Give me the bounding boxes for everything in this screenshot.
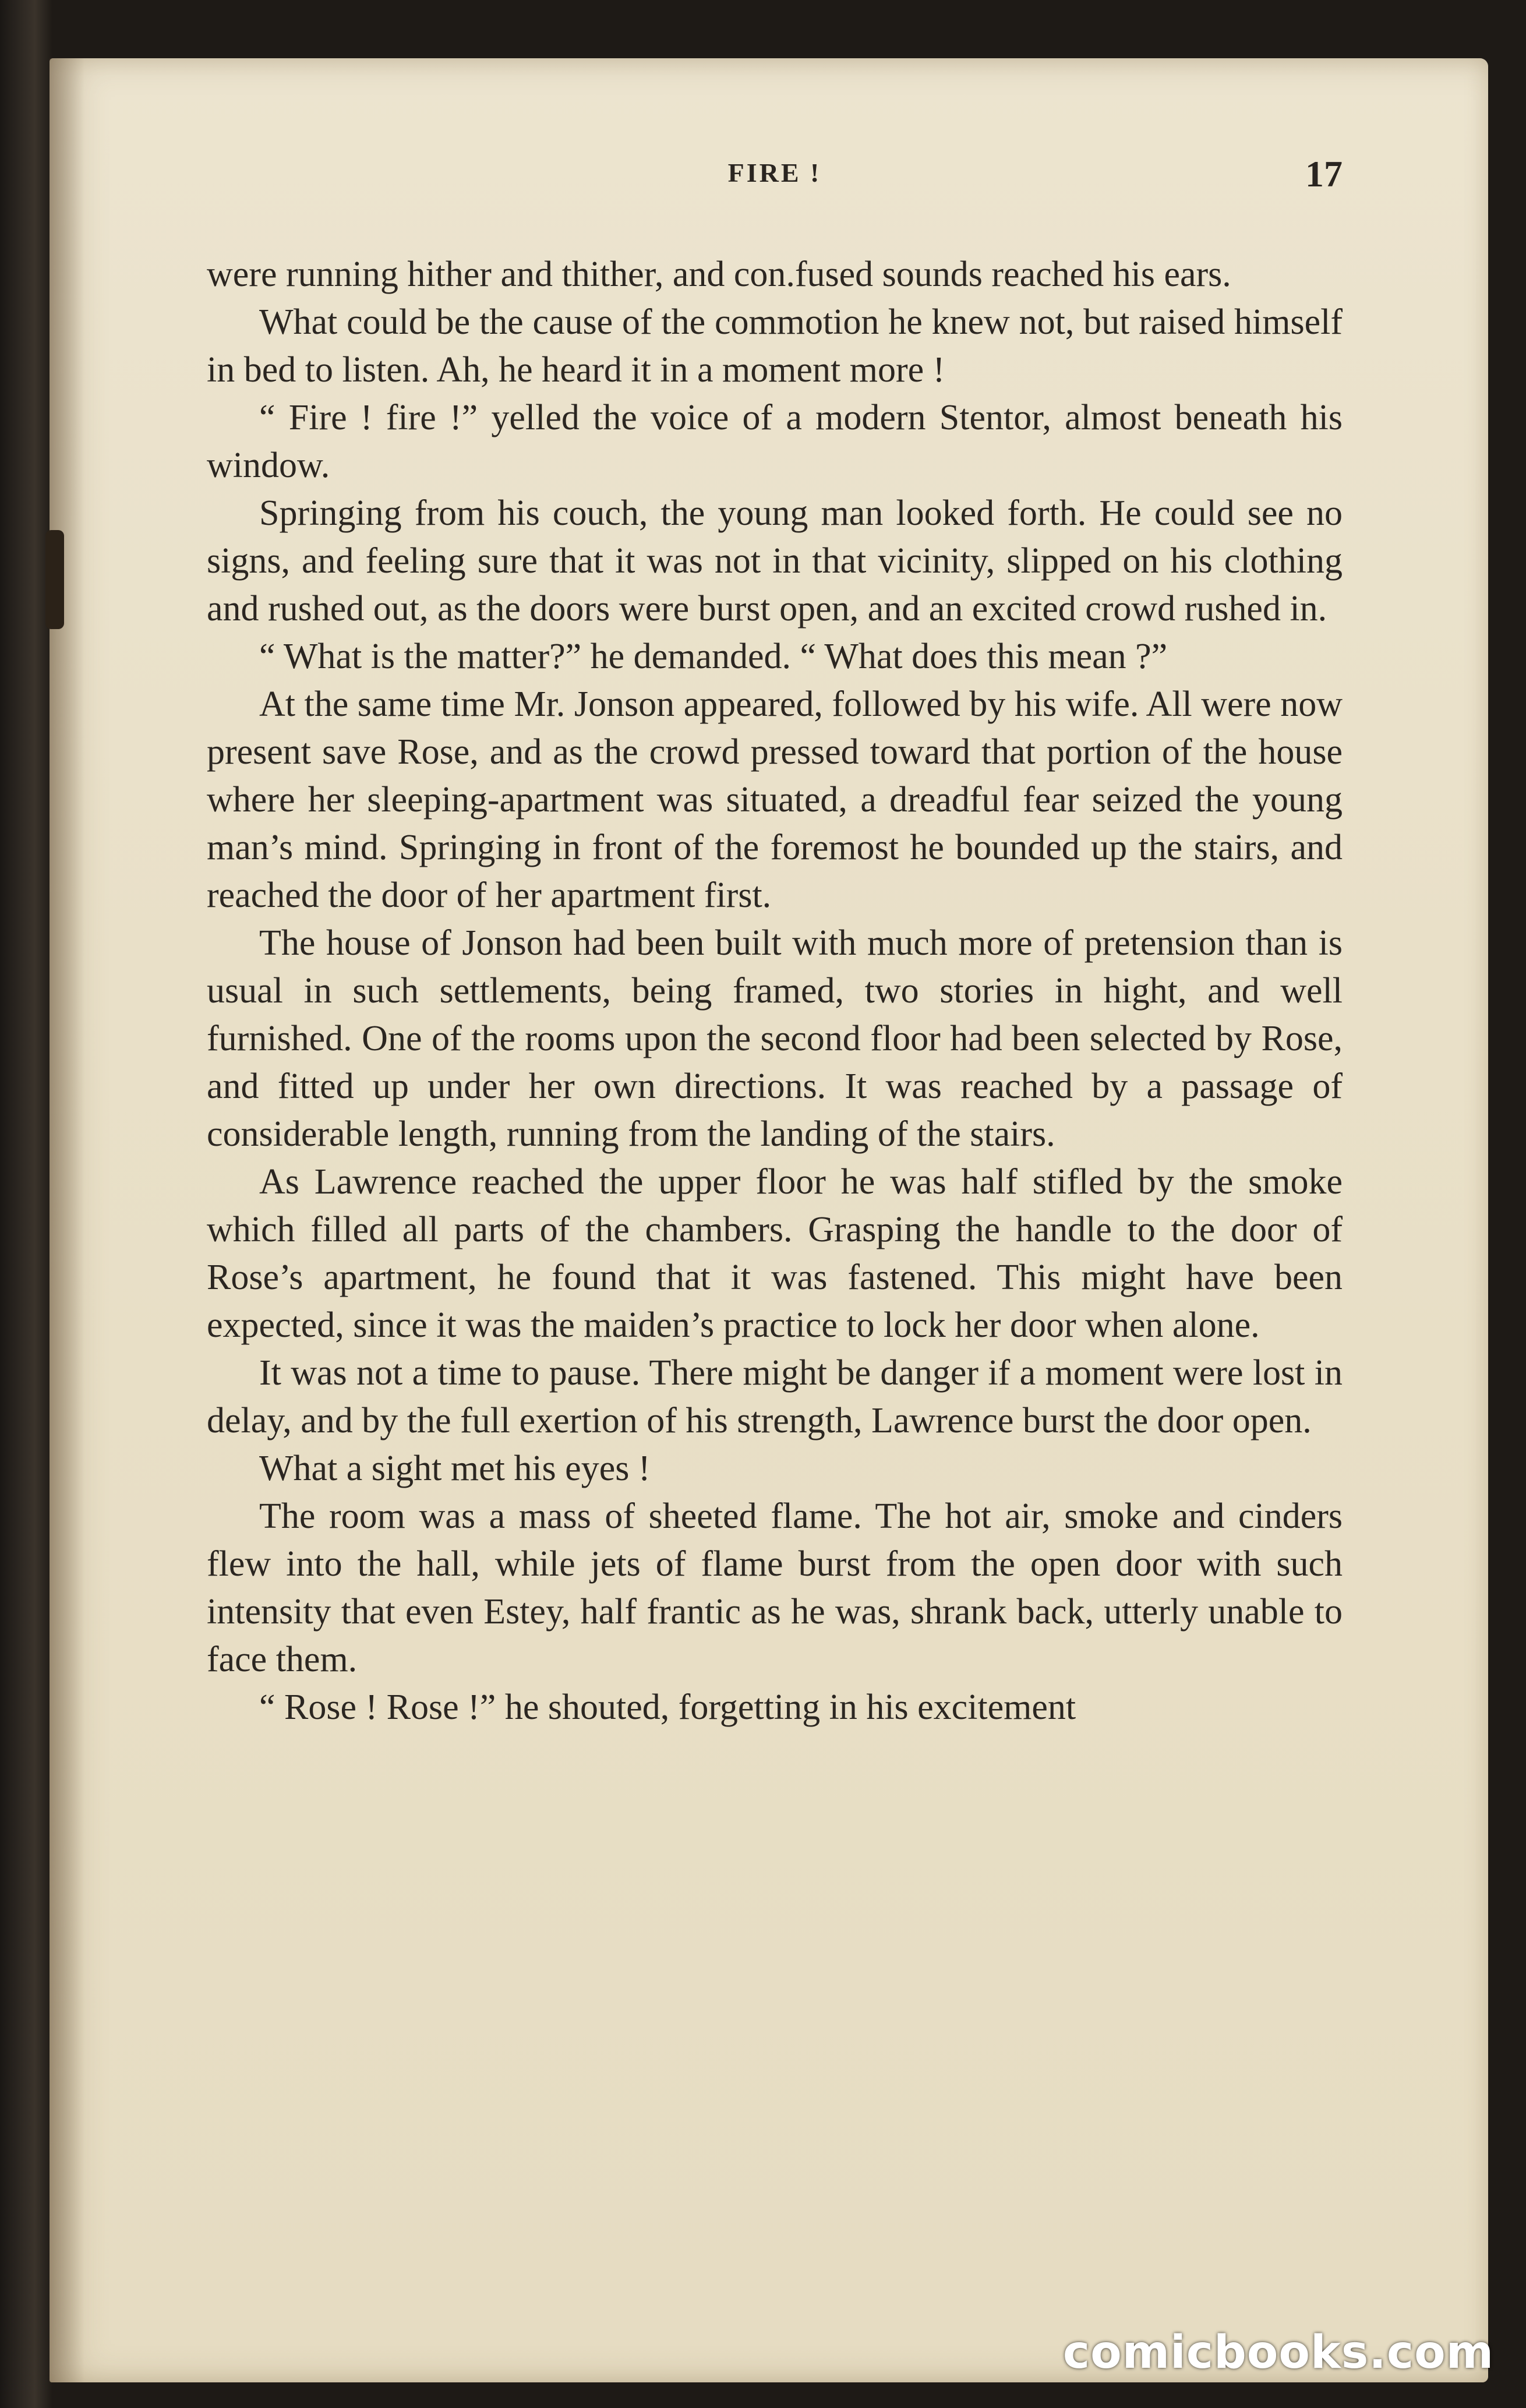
paragraph: The room was a mass of sheeted flame. The hot air, smoke and cinders flew into the hall, while jets of flame burst from the open door with such intensity that even Estey, half frantic as he was, shrank back, utterly unable to face them. (207, 1496, 1343, 1679)
paragraph: At the same time Mr. Jonson appeared, followed by his wife. All were now present save Rose, and as the crowd pressed toward that portion of the house where her sleeping-apartment was situated, a dreadful fear seized the young man’s mind. Springing in front of the foremost he bounded up the stairs, and reached the door of her apartment first. (207, 684, 1343, 915)
paragraph: What a sight met his eyes ! (259, 1449, 651, 1488)
page-number: 17 (1305, 153, 1343, 195)
paragraph: It was not a time to pause. There might be danger if a moment were lost in delay, and by the full exertion of his strength, Lawrence burst the door open. (207, 1353, 1343, 1440)
paragraph: were running hither and thither, and con.fused sounds reached his ears. (207, 255, 1231, 294)
running-title: FIRE ! (727, 158, 822, 188)
watermark: comicbooks.com (1062, 2326, 1494, 2379)
spine-shadow (50, 58, 84, 2382)
paragraph: What could be the cause of the commotion he knew not, but raised himself in bed to listen. Ah, he heard it in a moment more ! (207, 302, 1343, 390)
page-header (207, 153, 1343, 210)
body-text (207, 250, 1343, 1731)
paragraph: “ What is the matter?” he demanded. “ What does this mean ?” (259, 637, 1168, 676)
binding-mark (45, 530, 64, 629)
paragraph: “ Rose ! Rose !” he shouted, forgetting in his excitement (259, 1687, 1076, 1727)
paragraph: The house of Jonson had been built with much more of pretension than is usual in such settlements, being framed, two stories in hight, and well furnished. One of the rooms upon the second floor had been selected by Rose, and fitted up under her own directions. It was reached by a passage of considerable length, running from the landing of the stairs. (207, 923, 1343, 1154)
paragraph: Springing from his couch, the young man looked forth. He could see no signs, and feeling sure that it was not in that vicinity, slipped on his clothing and rushed out, as the doors were burst open, and an excited crowd rushed in. (207, 493, 1343, 629)
paragraph: “ Fire ! fire !” yelled the voice of a modern Stentor, almost beneath his window. (207, 398, 1343, 485)
paragraph: As Lawrence reached the upper floor he was half stifled by the smoke which filled all parts of the chambers. Grasping the handle to the door of Rose’s apartment, he found that it was fastened. This might have been expected, since it was the maiden’s practice to lock her door when alone. (207, 1162, 1343, 1345)
